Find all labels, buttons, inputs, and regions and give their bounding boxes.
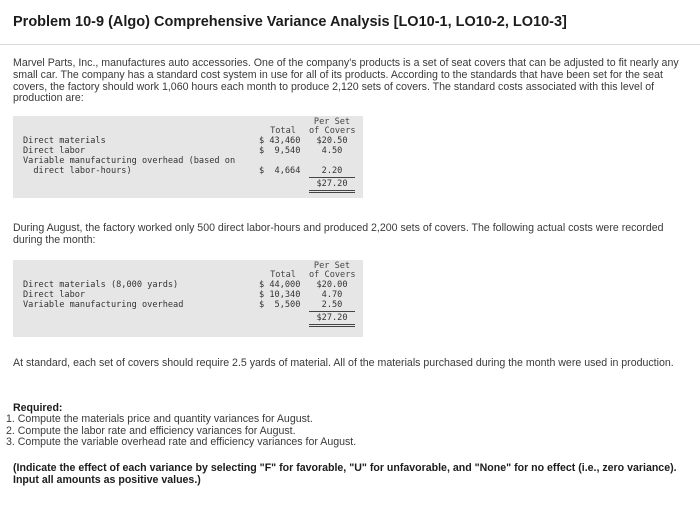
row-label: Direct materials (8,000 yards) [23, 280, 179, 290]
col-header-total: Total [270, 126, 296, 136]
col-header-of-covers: of Covers [309, 270, 356, 280]
row-total: $ 4,664 [259, 166, 301, 176]
table-row [13, 167, 363, 177]
per-set-total: $27.20 [309, 314, 355, 327]
col-header-per-set: Per Set [313, 261, 351, 271]
august-paragraph: During August, the factory worked only 500 direct labor-hours and produced 2,200 sets of covers. The following actual costs were recorded during the month: [13, 222, 664, 246]
row-per-set: 2.20 [309, 167, 355, 178]
row-label: direct labor-hours) [23, 166, 132, 176]
row-label: Direct labor [23, 146, 86, 156]
row-total: $ 9,540 [259, 146, 301, 156]
list-item: 3. Compute the variable overhead rate and efficiency variances for August. [6, 436, 357, 449]
instruction-note: (Indicate the effect of each variance by selecting "F" for favorable, "U" for unfavorable, and "None" for no effect (i.e., zero variance). Input all amounts as positive values.) [13, 462, 677, 486]
row-label: Variable manufacturing overhead [23, 300, 184, 310]
col-header-total: Total [270, 270, 296, 280]
row-per-set: 4.70 [321, 290, 343, 300]
list-item: 1. Compute the materials price and quantity variances for August. [6, 413, 313, 425]
standard-note-paragraph: At standard, each set of covers should require 2.5 yards of material. All of the materials purchased during the month were used in production. [13, 357, 674, 369]
list-item: 2. Compute the labor rate and efficiency variances for August. [6, 424, 296, 437]
row-label: Direct labor [23, 290, 86, 300]
per-set-total: $27.20 [309, 180, 355, 193]
row-total: $ 44,000 [259, 280, 301, 290]
row-label: Variable manufacturing overhead (based on [23, 156, 236, 166]
table-row [13, 301, 363, 311]
title-divider [0, 44, 700, 45]
row-total: $ 10,340 [259, 290, 301, 300]
col-header-per-set: Per Set [313, 117, 351, 127]
actual-cost-table [13, 260, 363, 337]
required-list [6, 414, 356, 449]
intro-paragraph: Marvel Parts, Inc., manufactures auto accessories. One of the company's products is a set of seat covers that can be adjusted to fit nearly any small car. The company has a standard cost system in use for all of its products. According to the standards that have been set for the seat covers, the factory should work 1,060 hours each month to produce 2,120 sets of covers. The standard costs associated with this level of production are: [13, 57, 679, 105]
row-per-set: $20.00 [316, 280, 348, 290]
row-total: $ 43,460 [259, 136, 301, 146]
required-heading: Required: [13, 402, 63, 414]
row-per-set: 4.50 [321, 146, 343, 156]
standard-cost-table [13, 116, 363, 198]
row-total: $ 5,500 [259, 300, 301, 310]
row-label: Direct materials [23, 136, 106, 146]
row-per-set: $20.50 [316, 136, 348, 146]
page-title: Problem 10-9 (Algo) Comprehensive Variance Analysis [LO10-1, LO10-2, LO10-3] [13, 14, 567, 30]
row-per-set: 2.50 [309, 301, 355, 312]
col-header-of-covers: of Covers [309, 126, 356, 136]
